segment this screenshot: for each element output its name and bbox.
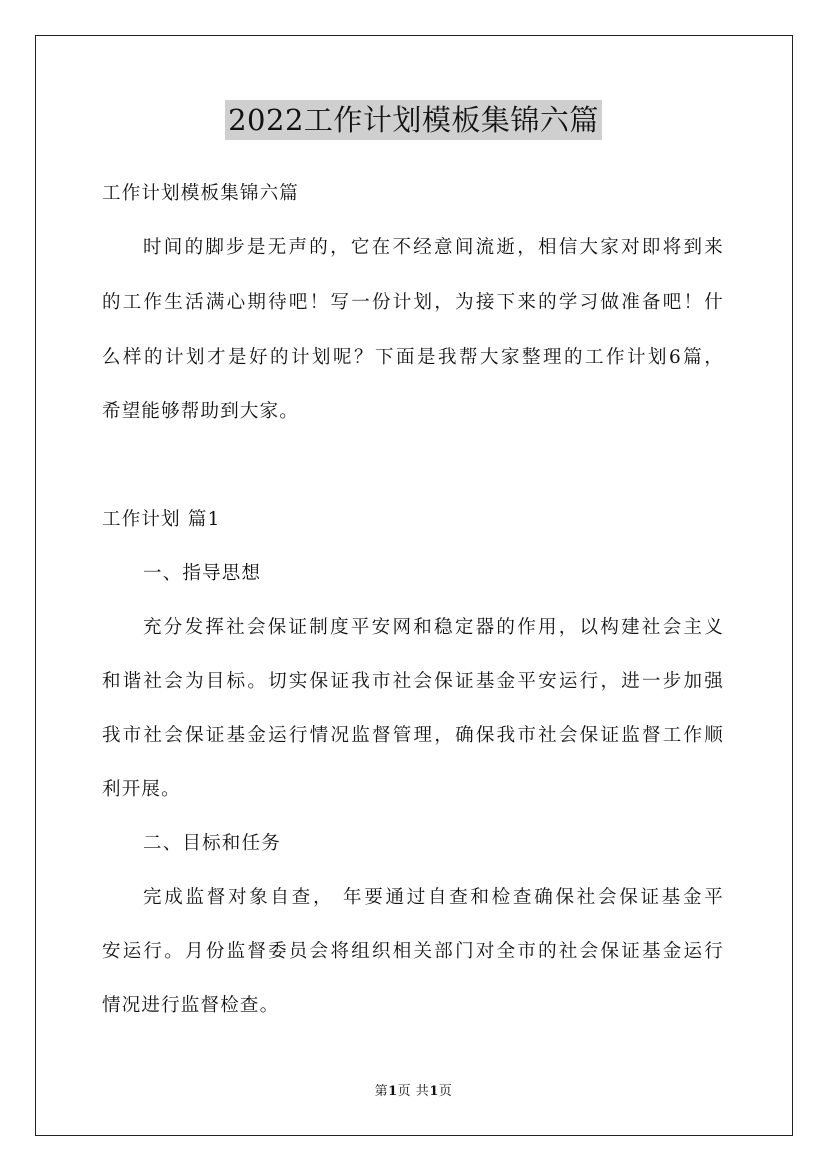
- intro-line-3: 么样的计划才是好的计划呢？下面是我帮大家整理的工作计划6篇，: [102, 347, 724, 368]
- footer-page-prefix: 第: [374, 1084, 389, 1099]
- part2-heading: 二、目标和任务: [143, 833, 281, 854]
- part2-line-3: 情况进行监督检查。: [102, 995, 280, 1016]
- page-footer: [0, 1083, 827, 1101]
- document-subtitle: 工作计划模板集锦六篇: [102, 183, 300, 204]
- part2-line-2: 安运行。月份监督委员会将组织相关部门对全市的社会保证基金运行: [102, 941, 724, 962]
- footer-total-pages: 1: [429, 1084, 439, 1099]
- part1-line-3: 我市社会保证基金运行情况监督管理，确保我市社会保证监督工作顺: [102, 725, 724, 746]
- part1-line-4: 利开展。: [102, 779, 181, 800]
- part1-line-1: 充分发挥社会保证制度平安网和稳定器的作用，以构建社会主义: [143, 617, 724, 638]
- footer-total-suffix: 页: [438, 1084, 453, 1099]
- part1-line-2: 和谐社会为目标。切实保证我市社会保证基金平安运行，进一步加强: [102, 671, 724, 692]
- footer-page-number: 1: [388, 1084, 398, 1099]
- part2-line-1: 完成监督对象自查， 年要通过自查和检查确保社会保证基金平: [143, 887, 724, 908]
- intro-line-1: 时间的脚步是无声的，它在不经意间流逝，相信大家对即将到来: [143, 237, 724, 258]
- footer-page-suffix: 页 共: [397, 1084, 430, 1099]
- intro-line-2: 的工作生活满心期待吧！写一份计划，为接下来的学习做准备吧！什: [102, 292, 724, 313]
- document-title: 2022工作计划模板集锦六篇: [225, 100, 602, 140]
- intro-line-4: 希望能够帮助到大家。: [102, 401, 300, 422]
- section-heading: 工作计划 篇1: [102, 509, 221, 530]
- title-container: [0, 100, 827, 140]
- part1-heading: 一、指导思想: [143, 563, 262, 584]
